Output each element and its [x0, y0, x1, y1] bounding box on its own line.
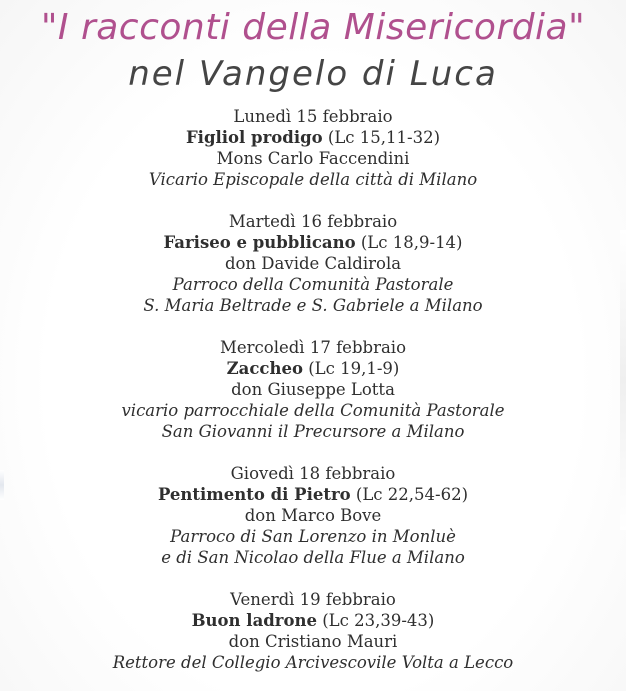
poster-subtitle: nel Vangelo di Luca [128, 54, 498, 94]
events-list [0, 106, 626, 694]
event-role: e di San Nicolao della Flue a Milano [161, 548, 465, 567]
event-role: Rettore del Collegio Arcivescovile Volta a Lecco [112, 653, 514, 672]
event-item [0, 337, 626, 442]
event-topic: Buon ladrone [191, 611, 317, 630]
event-reference: (Lc 22,54-62) [350, 485, 469, 504]
poster-title: "I racconti della Misericordia" [40, 7, 586, 48]
event-speaker: don Cristiano Mauri [228, 632, 398, 651]
event-item [0, 106, 626, 190]
event-role: Parroco di San Lorenzo in Monluè [170, 527, 456, 546]
event-speaker: don Giuseppe Lotta [231, 380, 395, 399]
event-reference: (Lc 19,1-9) [302, 359, 400, 378]
event-speaker: don Marco Bove [244, 506, 382, 525]
event-date: Giovedì 18 febbraio [230, 464, 396, 483]
event-date: Martedì 16 febbraio [228, 212, 398, 231]
event-role: vicario parrocchiale della Comunità Pastorale [121, 401, 505, 420]
event-topic: Zaccheo [226, 359, 303, 378]
event-date: Lunedì 15 febbraio [233, 107, 393, 126]
event-role: Vicario Episcopale della città di Milano [148, 170, 478, 189]
event-reference: (Lc 18,9-14) [355, 233, 463, 252]
event-role: San Giovanni il Precursore a Milano [161, 422, 465, 441]
event-topic: Figliol prodigo [185, 128, 323, 147]
event-topic: Pentimento di Pietro [157, 485, 351, 504]
event-topic: Fariseo e pubblicano [163, 233, 356, 252]
event-reference: (Lc 15,11-32) [322, 128, 441, 147]
event-item [0, 211, 626, 316]
event-topic-line [0, 610, 626, 631]
event-topic-line [0, 127, 626, 148]
event-item [0, 589, 626, 673]
event-speaker: Mons Carlo Faccendini [216, 149, 410, 168]
event-topic-line [0, 358, 626, 379]
event-topic-line [0, 232, 626, 253]
event-date: Mercoledì 17 febbraio [219, 338, 407, 357]
event-date: Venerdì 19 febbraio [230, 590, 396, 609]
event-topic-line [0, 484, 626, 505]
event-role: Parroco della Comunità Pastorale [172, 275, 454, 294]
event-reference: (Lc 23,39-43) [317, 611, 435, 630]
event-item [0, 463, 626, 568]
event-role: S. Maria Beltrade e S. Gabriele a Milano [143, 296, 483, 315]
event-speaker: don Davide Caldirola [224, 254, 402, 273]
